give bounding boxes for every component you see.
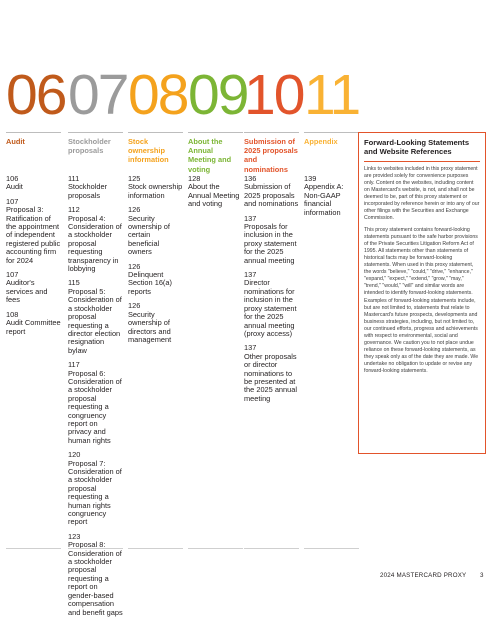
column-top-rule xyxy=(244,132,299,133)
toc-entry-page: 111 xyxy=(68,174,80,183)
toc-column-4 xyxy=(188,132,243,552)
column-top-rule xyxy=(6,132,61,133)
toc-entry-page: 112 xyxy=(68,205,80,215)
column-bottom-rule xyxy=(6,548,61,549)
toc-entry-text: Proposal 8: Consideration of a stockholder proposal requesting a report on gender-based compensation and benefit gaps xyxy=(68,540,123,617)
toc-entry[interactable] xyxy=(6,198,61,265)
toc-entry-page: 120 xyxy=(68,450,81,460)
toc-entry[interactable] xyxy=(304,175,359,217)
column-title[interactable]: About the Annual Meeting and voting xyxy=(188,137,232,174)
toc-column-3 xyxy=(128,132,183,552)
column-title[interactable]: Stockholder proposals xyxy=(68,137,111,156)
toc-entry-text: Proposal 7: Consideration of a stockholder proposal requesting a human rights congruency report xyxy=(68,458,122,527)
toc-columns xyxy=(6,132,346,617)
column-bottom-rule xyxy=(68,548,123,549)
toc-column-6 xyxy=(304,132,359,552)
toc-entry-text: Audit Committee report xyxy=(6,318,61,336)
forward-looking-rule xyxy=(364,161,480,162)
toc-entry-page: 115 xyxy=(68,278,80,288)
toc-entry-text: Audit xyxy=(6,182,23,192)
column-bottom-rule xyxy=(128,548,183,549)
toc-entry-text: Proposal 4: Consideration of a stockholder proposal requesting transparency in lobbying xyxy=(68,213,122,274)
toc-entry-page: 107 xyxy=(6,270,19,280)
toc-entry[interactable] xyxy=(68,279,123,355)
toc-entry[interactable] xyxy=(244,271,299,338)
toc-entry-page: 108 xyxy=(6,309,19,319)
column-top-rule xyxy=(304,132,359,133)
column-title[interactable]: Audit xyxy=(6,137,25,146)
column-title[interactable]: Submission of 2025 proposals and nominations xyxy=(244,137,298,174)
toc-entry-text: Security ownership of certain beneficial owners xyxy=(128,213,170,257)
toc-entry-text: Director nominations for inclusion in the proxy statement for the 2025 annual meeting (proxy access) xyxy=(244,278,297,338)
toc-entry-page: 137 xyxy=(244,213,257,223)
forward-looking-title: Forward-Looking Statements and Website References xyxy=(364,138,470,157)
section-number-07: 07 xyxy=(68,63,128,127)
toc-entry[interactable] xyxy=(244,344,299,403)
toc-entry-text: Other proposals or director nominations to be presented at the 2025 annual meeting xyxy=(244,351,298,403)
column-title[interactable]: Stock ownership information xyxy=(128,137,169,165)
toc-entry[interactable] xyxy=(6,271,61,305)
toc-entry-text: Stock ownership information xyxy=(128,182,183,200)
toc-entry-page: 126 xyxy=(128,261,141,271)
toc-entry-page: 117 xyxy=(68,360,80,370)
toc-column-1 xyxy=(6,132,61,552)
toc-entry[interactable] xyxy=(128,302,183,344)
section-number-11: 11 xyxy=(304,63,360,127)
column-bottom-rule xyxy=(304,548,359,549)
toc-entry[interactable] xyxy=(244,215,299,265)
column-title[interactable]: Appendix xyxy=(304,137,338,146)
column-top-rule xyxy=(68,132,123,133)
toc-entry-page: 123 xyxy=(68,531,81,541)
toc-entry-page: 126 xyxy=(128,301,141,311)
toc-entry[interactable] xyxy=(188,175,243,209)
toc-entry-text: Appendix A: Non-GAAP financial information xyxy=(304,182,344,217)
section-number-08: 08 xyxy=(128,63,188,127)
column-bottom-rule xyxy=(244,548,299,549)
toc-entry[interactable] xyxy=(128,206,183,256)
column-top-rule xyxy=(188,132,243,133)
forward-looking-paragraph-1: Links to websites included in this proxy statement are provided solely for convenience purposes only. Content on the websites, including content on Mastercard's website, is not, and shall not be deemed to be, part of this proxy statement or incorporated by reference herein or into any of our other filings with the Securities and Exchange Commission. xyxy=(364,165,480,222)
toc-entry-page: 137 xyxy=(244,343,257,353)
toc-entry[interactable] xyxy=(68,206,123,273)
toc-entry-page: 139 xyxy=(304,174,317,183)
toc-entry[interactable] xyxy=(68,361,123,445)
toc-entry-text: Proposal 6: Consideration of a stockholder proposal requesting a congruency report on privacy and human rights xyxy=(68,368,122,445)
forward-looking-paragraph-2: This proxy statement contains forward-looking statements pursuant to the safe harbor provisions of the Private Securities Litigation Reform Act of 1995. All statements other than statements of historical facts may be forward-looking statements. When used in this proxy statement, the words "believe," "could," "drive," "enhance," "expand," "expect," "extend," "grow," "may," "trend," "would," "will" and similar words are intended to identify forward-looking statements. Examples of forward-looking statements include, but are not limited to, statements that relate to Mastercard's future prospects, developments and business strategies, including, but not limited to, our continued efforts, progress and achievements with respect to environmental, social and governance. We caution you to not place undue reliance on these forward-looking statements, as they speak only as of the date they are made. We undertake no obligation to update or revise any forward-looking statements. xyxy=(364,226,479,375)
section-number-06: 06 xyxy=(6,63,66,127)
footer-label: 2024 MASTERCARD PROXY xyxy=(380,572,467,579)
toc-entry-text: Proposal 3: Ratification of the appointment of independent registered public accounting firm for 2024 xyxy=(6,205,61,265)
toc-entry[interactable] xyxy=(68,175,123,200)
toc-entry-text: Auditor's services and fees xyxy=(6,278,48,305)
toc-entry-text: Proposals for inclusion in the proxy statement for the 2025 annual meeting xyxy=(244,222,297,265)
toc-entry[interactable] xyxy=(244,175,299,209)
toc-entry[interactable] xyxy=(6,311,61,336)
toc-entry-page: 125 xyxy=(128,174,141,183)
toc-column-5 xyxy=(244,132,299,552)
toc-column-2 xyxy=(68,132,123,617)
toc-entry-text: Proposal 5: Consideration of a stockholder proposal requesting a director election resignation bylaw xyxy=(68,286,122,355)
toc-entry-page: 126 xyxy=(128,205,141,215)
toc-entry-page: 137 xyxy=(244,270,257,280)
forward-looking-box xyxy=(358,132,486,454)
column-bottom-rule xyxy=(188,548,243,549)
toc-entry-text: Delinquent Section 16(a) reports xyxy=(128,270,172,296)
page-number: 3 xyxy=(480,572,484,579)
toc-entry-text: Security ownership of directors and management xyxy=(128,309,172,344)
section-number-10: 10 xyxy=(244,63,304,127)
section-numbers xyxy=(6,60,360,130)
toc-entry[interactable] xyxy=(128,263,183,297)
toc-entry[interactable] xyxy=(68,533,123,617)
toc-entry[interactable] xyxy=(68,451,123,527)
toc-entry-text: About the Annual Meeting and voting xyxy=(188,182,240,209)
toc-entry[interactable] xyxy=(6,175,61,192)
toc-entry-text: Submission of 2025 proposals and nominations xyxy=(244,182,299,209)
toc-entry[interactable] xyxy=(128,175,183,200)
toc-entry-page: 128 xyxy=(188,174,201,183)
toc-entry-page: 136 xyxy=(244,174,257,183)
toc-entry-page: 106 xyxy=(6,174,19,183)
toc-entry-text: Stockholder proposals xyxy=(68,182,108,200)
column-top-rule xyxy=(128,132,183,133)
section-number-09: 09 xyxy=(188,63,248,127)
toc-entry-page: 107 xyxy=(6,196,19,206)
